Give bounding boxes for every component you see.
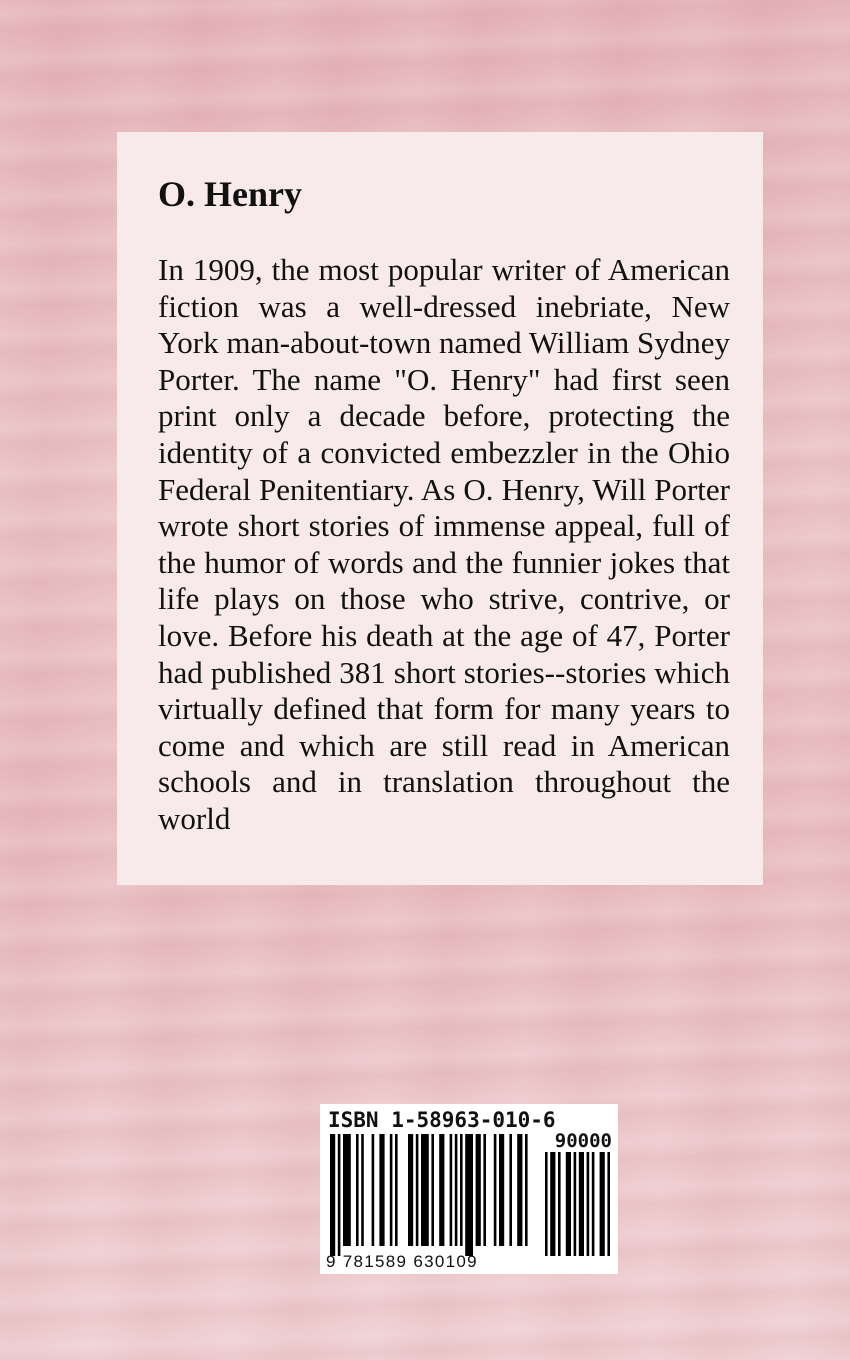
barcode-bar [460,1134,463,1246]
barcode-addon-bar [566,1152,571,1256]
barcode-addon-bar [607,1152,610,1256]
barcode-addon-bar [600,1152,605,1256]
barcode-addon-bar [558,1152,561,1256]
barcode-addon-bar [545,1152,548,1256]
barcode-bar [390,1134,393,1246]
ean-digits: 9 781589 630109 [326,1252,478,1271]
barcode-bar [416,1134,419,1246]
barcode-addon-bar [579,1152,584,1256]
barcode-bar [431,1134,434,1246]
barcode-bar [439,1134,444,1246]
price-code: 90000 [554,1130,612,1152]
barcode-bar [361,1134,364,1246]
barcode-addon-bar [587,1152,590,1256]
barcode-bar [330,1134,335,1256]
barcode-bar [356,1134,359,1246]
barcode-bar [421,1134,429,1246]
barcode-bar [494,1134,497,1246]
barcode-addon-bar [592,1152,595,1256]
barcode-bar [408,1134,413,1246]
isbn-barcode [320,1104,618,1274]
barcode-bar [343,1134,351,1246]
barcode-bar [338,1134,341,1256]
barcode-bar [455,1134,458,1246]
barcode-bar [372,1134,375,1246]
barcode-bar [509,1134,512,1246]
barcode-bar [465,1134,473,1256]
barcode-bar [395,1134,398,1246]
isbn-label: ISBN 1-58963-010-6 [328,1108,556,1132]
barcode-bars [330,1134,610,1256]
barcode-bar [517,1134,522,1246]
author-name: O. Henry [158,174,302,214]
barcode-bar [483,1134,486,1246]
barcode-bar [450,1134,453,1246]
barcode-addon-bar [550,1152,555,1256]
barcode-addon-bar [574,1152,577,1256]
description-panel [117,132,763,885]
barcode-bar [476,1134,481,1246]
barcode-bar [499,1134,504,1246]
barcode-bar [379,1134,384,1246]
book-blurb: In 1909, the most popular writer of American fiction was a well-dressed inebriate, New York man-about-town named William Sydney Porter. The name "O. Henry" had first seen print only a decade before, protecting the identity of a convicted embezzler in the Ohio Federal Penitentiary. As O. Henry, Will Porter wrote short stories of immense appeal, full of the humor of words and the funnier jokes that life plays on those who strive, contrive, or love. Before his death at the age of 47, Porter had published 381 short stories--stories which virtually defined that form for many years to come and which are still read in American schools and in translation throughout the world [158,252,730,836]
barcode-bar [525,1134,528,1246]
